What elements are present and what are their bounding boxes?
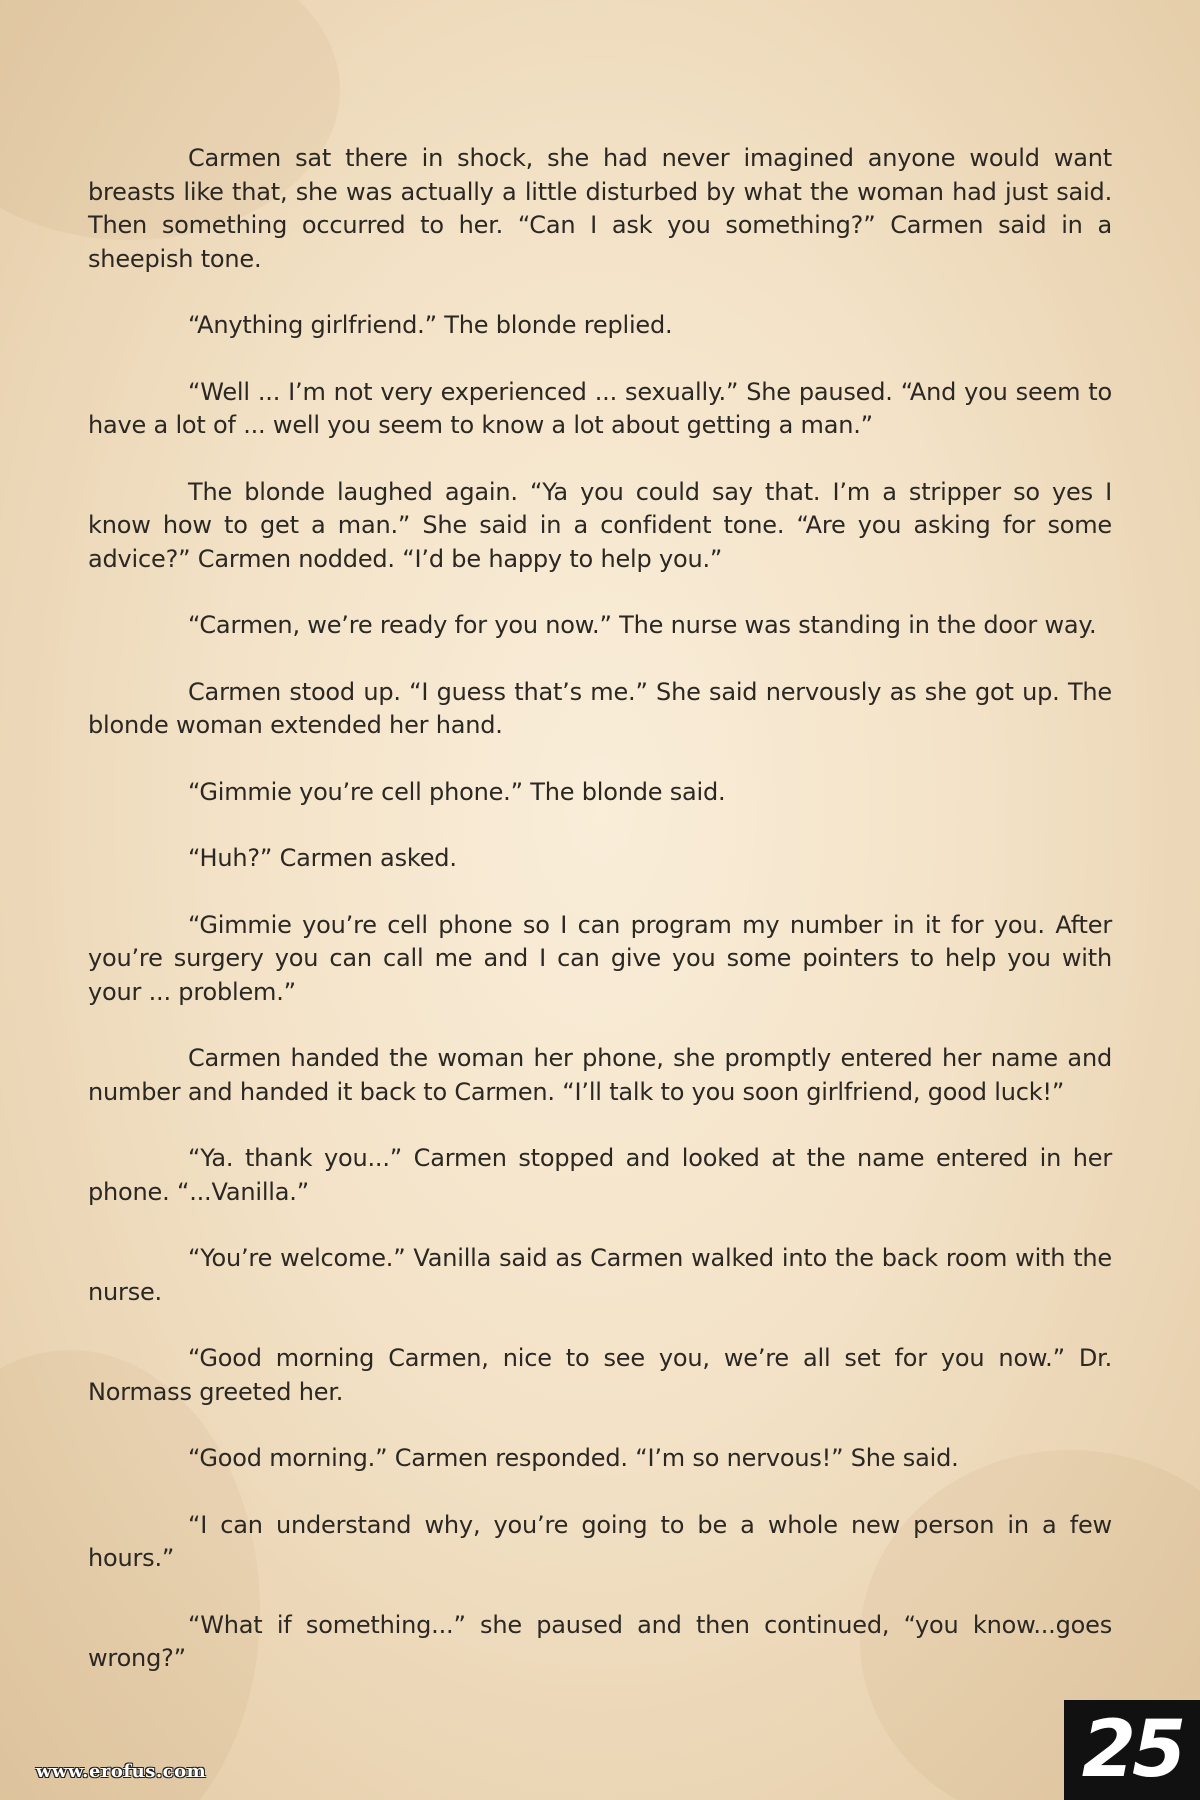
paragraph: Carmen handed the woman her phone, she promptly entered her name and number and handed it back to Carmen. “I’ll talk to you soon girlfriend, good luck!”: [88, 1044, 1112, 1106]
paragraph: The blonde laughed again. “Ya you could say that. I’m a stripper so yes I know how to get a man.” She said in a confident tone. “Are you asking for some advice?” Carmen nodded. “I’d be happy to help you.”: [88, 477, 1112, 573]
paragraph: “Carmen, we’re ready for you now.” The nurse was standing in the door way.: [188, 611, 1097, 639]
page-number: 25: [1064, 1700, 1200, 1800]
paragraph: “Gimmie you’re cell phone.” The blonde said.: [188, 777, 726, 806]
paragraph: “Good morning.” Carmen responded. “I’m so nervous!” She said.: [188, 1444, 959, 1472]
paragraph: “I can understand why, you’re going to be a whole new person in a few hours.”: [88, 1510, 1112, 1572]
paragraph: “Ya. thank you...” Carmen stopped and looked at the name entered in her phone. “...Vanilla.”: [88, 1144, 1112, 1206]
paragraph: Carmen stood up. “I guess that’s me.” She said nervously as she got up. The blonde woman extended her hand.: [88, 677, 1112, 739]
paragraph: “You’re welcome.” Vanilla said as Carmen walked into the back room with the nurse.: [88, 1244, 1112, 1306]
paragraph: Carmen sat there in shock, she had never imagined anyone would want breasts like that, she was actually a little disturbed by what the woman had just said. Then something occurred to her. “Can I ask you something?” Carmen said in a sheepish tone.: [88, 144, 1112, 273]
paragraph: “Well ... I’m not very experienced ... sexually.” She paused. “And you seem to have a lot of ... well you seem to know a lot about getting a man.”: [88, 377, 1112, 439]
paragraph: “Huh?” Carmen asked.: [188, 844, 457, 872]
paragraph: “What if something...” she paused and then continued, “you know...goes wrong?”: [88, 1610, 1112, 1672]
paragraph: “Gimmie you’re cell phone so I can program my number in it for you. After you’re surgery you can call me and I can give you some pointers to help you with your ... problem.”: [88, 910, 1112, 1006]
paragraph: “Good morning Carmen, nice to see you, we’re all set for you now.” Dr. Normass greeted her.: [88, 1344, 1112, 1406]
story-text: [88, 142, 1112, 1709]
paragraph: “Anything girlfriend.” The blonde replied.: [188, 311, 673, 339]
watermark: www.erofus.com: [36, 1761, 207, 1782]
